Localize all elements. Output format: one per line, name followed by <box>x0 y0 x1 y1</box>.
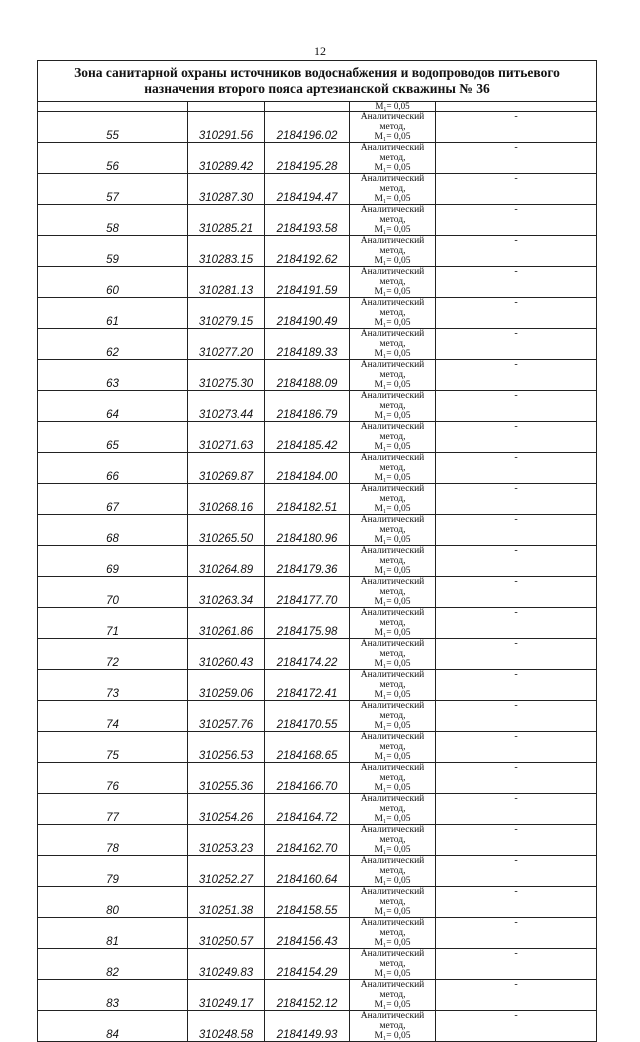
point-number: 55 <box>38 112 188 143</box>
method-name: Аналитический метод, <box>360 112 425 132</box>
method-name: Аналитический метод, <box>360 298 425 318</box>
point-number: 75 <box>38 732 188 763</box>
method-cell <box>350 763 436 794</box>
coord-x: 310281.13 <box>188 267 265 298</box>
coord-y: 2184186.79 <box>265 391 350 422</box>
method-cell <box>350 856 436 887</box>
method-accuracy: M₁= 0,05 <box>374 473 411 483</box>
coord-x: 310277.20 <box>188 329 265 360</box>
point-number: 64 <box>38 391 188 422</box>
coord-y: 2184158.55 <box>265 887 350 918</box>
error-mark: - <box>436 980 597 1011</box>
method-name: Аналитический метод, <box>360 608 425 628</box>
coord-y: 2184162.70 <box>265 825 350 856</box>
coord-y: 2184195.28 <box>265 143 350 174</box>
method-cell <box>350 577 436 608</box>
method-cell <box>350 143 436 174</box>
error-mark: - <box>436 298 597 329</box>
coord-y: 2184194.47 <box>265 174 350 205</box>
method-name: Аналитический метод, <box>360 329 425 349</box>
method-cell <box>350 174 436 205</box>
table-row <box>38 546 597 577</box>
coord-y: 2184168.65 <box>265 732 350 763</box>
point-number: 59 <box>38 236 188 267</box>
method-name: Аналитический метод, <box>360 887 425 907</box>
error-mark: - <box>436 732 597 763</box>
point-number: 79 <box>38 856 188 887</box>
page-number: 12 <box>314 44 326 58</box>
method-name: Аналитический метод, <box>360 577 425 597</box>
table-row <box>38 453 597 484</box>
method-accuracy: M₁= 0,05 <box>374 628 411 638</box>
coord-x: 310289.42 <box>188 143 265 174</box>
method-name: Аналитический метод, <box>360 484 425 504</box>
table-body <box>38 61 597 1042</box>
point-number: 60 <box>38 267 188 298</box>
coord-x: 310256.53 <box>188 732 265 763</box>
method-accuracy: M₁= 0,05 <box>374 225 411 235</box>
table-row <box>38 794 597 825</box>
coord-y: 2184180.96 <box>265 515 350 546</box>
coord-x: 310253.23 <box>188 825 265 856</box>
coord-y: 2184154.29 <box>265 949 350 980</box>
method-accuracy: M₁= 0,05 <box>374 1031 411 1041</box>
method-cell <box>350 1011 436 1042</box>
method-accuracy: M₁= 0,05 <box>374 442 411 452</box>
method-cell <box>350 639 436 670</box>
error-mark: - <box>436 639 597 670</box>
table-row <box>38 236 597 267</box>
method-accuracy: M₁= 0,05 <box>374 597 411 607</box>
method-name: Аналитический метод, <box>360 174 425 194</box>
error-mark: - <box>436 174 597 205</box>
point-number: 81 <box>38 918 188 949</box>
point-number: 66 <box>38 453 188 484</box>
coord-x: 310269.87 <box>188 453 265 484</box>
method-accuracy: M₁= 0,05 <box>374 132 411 142</box>
method-accuracy: M₁= 0,05 <box>374 845 411 855</box>
coord-y: 2184188.09 <box>265 360 350 391</box>
method-cell <box>350 112 436 143</box>
point-number: 71 <box>38 608 188 639</box>
method-cell <box>350 453 436 484</box>
table-row <box>38 391 597 422</box>
point-number: 69 <box>38 546 188 577</box>
coord-y: 2184152.12 <box>265 980 350 1011</box>
method-accuracy: M₁= 0,05 <box>374 535 411 545</box>
method-cell <box>350 205 436 236</box>
method-accuracy: M₁= 0,05 <box>374 752 411 762</box>
coord-x: 310285.21 <box>188 205 265 236</box>
method-accuracy: M₁= 0,05 <box>374 163 411 173</box>
coord-y: 2184149.93 <box>265 1011 350 1042</box>
point-number: 58 <box>38 205 188 236</box>
point-number: 77 <box>38 794 188 825</box>
table-row <box>38 143 597 174</box>
method-name: Аналитический метод, <box>360 639 425 659</box>
method-name: Аналитический метод, <box>360 949 425 969</box>
method-cell <box>350 949 436 980</box>
point-number: 73 <box>38 670 188 701</box>
point-number: 82 <box>38 949 188 980</box>
method-name: Аналитический метод, <box>360 515 425 535</box>
method-name: Аналитический метод, <box>360 1011 425 1031</box>
table-row <box>38 887 597 918</box>
method-cell <box>350 391 436 422</box>
method-cell <box>350 422 436 453</box>
method-cell <box>350 918 436 949</box>
coord-x: 310283.15 <box>188 236 265 267</box>
point-number: 56 <box>38 143 188 174</box>
coord-y: 2184177.70 <box>265 577 350 608</box>
table-row <box>38 918 597 949</box>
partial-row <box>38 102 597 112</box>
coord-x: 310287.30 <box>188 174 265 205</box>
method-cell <box>350 360 436 391</box>
method-accuracy: M₁= 0,05 <box>374 256 411 266</box>
method-cell <box>350 670 436 701</box>
method-name: Аналитический метод, <box>360 360 425 380</box>
partial-x-cell <box>188 102 265 112</box>
table-row <box>38 856 597 887</box>
error-mark: - <box>436 422 597 453</box>
method-accuracy: M₁= 0,05 <box>374 380 411 390</box>
error-mark: - <box>436 236 597 267</box>
coord-y: 2184191.59 <box>265 267 350 298</box>
table-row <box>38 515 597 546</box>
table-row <box>38 639 597 670</box>
table-row <box>38 298 597 329</box>
method-accuracy: M₁= 0,05 <box>374 783 411 793</box>
table-row <box>38 1011 597 1042</box>
method-name: Аналитический метод, <box>360 453 425 473</box>
point-number: 80 <box>38 887 188 918</box>
error-mark: - <box>436 949 597 980</box>
error-mark: - <box>436 143 597 174</box>
error-mark: - <box>436 608 597 639</box>
method-cell <box>350 732 436 763</box>
table-row <box>38 112 597 143</box>
method-name: Аналитический метод, <box>360 918 425 938</box>
error-mark: - <box>436 205 597 236</box>
point-number: 78 <box>38 825 188 856</box>
error-mark: - <box>436 515 597 546</box>
coordinates-table <box>37 60 597 1042</box>
coord-y: 2184166.70 <box>265 763 350 794</box>
method-accuracy: M₁= 0,05 <box>374 411 411 421</box>
method-name: Аналитический метод, <box>360 856 425 876</box>
method-name: Аналитический метод, <box>360 763 425 783</box>
coord-y: 2184189.33 <box>265 329 350 360</box>
method-accuracy: M₁= 0,05 <box>374 287 411 297</box>
method-cell <box>350 267 436 298</box>
coord-x: 310271.63 <box>188 422 265 453</box>
coord-y: 2184179.36 <box>265 546 350 577</box>
point-number: 67 <box>38 484 188 515</box>
method-accuracy: M₁= 0,05 <box>374 566 411 576</box>
table-row <box>38 577 597 608</box>
coord-y: 2184193.58 <box>265 205 350 236</box>
coord-y: 2184156.43 <box>265 918 350 949</box>
point-number: 72 <box>38 639 188 670</box>
coord-x: 310291.56 <box>188 112 265 143</box>
error-mark: - <box>436 360 597 391</box>
table-row <box>38 360 597 391</box>
coord-y: 2184175.98 <box>265 608 350 639</box>
method-cell <box>350 546 436 577</box>
method-accuracy: M₁= 0,05 <box>374 659 411 669</box>
coord-x: 310268.16 <box>188 484 265 515</box>
coord-x: 310254.26 <box>188 794 265 825</box>
table-row <box>38 949 597 980</box>
method-accuracy: M₁= 0,05 <box>374 690 411 700</box>
error-mark: - <box>436 701 597 732</box>
point-number: 63 <box>38 360 188 391</box>
method-accuracy: M₁= 0,05 <box>374 318 411 328</box>
partial-y-cell <box>265 102 350 112</box>
table-title: Зона санитарной охраны источников водоснабжения и водопроводов питьевого назначения второго пояса артезианской скважины № 36 <box>38 61 597 102</box>
method-name: Аналитический метод, <box>360 825 425 845</box>
method-name: Аналитический метод, <box>360 267 425 287</box>
error-mark: - <box>436 763 597 794</box>
table-row <box>38 825 597 856</box>
coord-y: 2184196.02 <box>265 112 350 143</box>
table-row <box>38 329 597 360</box>
point-number: 65 <box>38 422 188 453</box>
coord-y: 2184192.62 <box>265 236 350 267</box>
table-row <box>38 763 597 794</box>
method-accuracy: M₁= 0,05 <box>374 349 411 359</box>
method-cell <box>350 298 436 329</box>
point-number: 70 <box>38 577 188 608</box>
coord-y: 2184190.49 <box>265 298 350 329</box>
point-number: 68 <box>38 515 188 546</box>
method-name: Аналитический метод, <box>360 980 425 1000</box>
method-accuracy: M₁= 0,05 <box>374 721 411 731</box>
coord-x: 310248.58 <box>188 1011 265 1042</box>
error-mark: - <box>436 267 597 298</box>
error-mark: - <box>436 453 597 484</box>
method-name: Аналитический метод, <box>360 670 425 690</box>
coord-y: 2184164.72 <box>265 794 350 825</box>
coord-y: 2184185.42 <box>265 422 350 453</box>
coord-x: 310273.44 <box>188 391 265 422</box>
coord-x: 310255.36 <box>188 763 265 794</box>
method-cell <box>350 825 436 856</box>
coord-x: 310265.50 <box>188 515 265 546</box>
method-name: Аналитический метод, <box>360 546 425 566</box>
table-row <box>38 732 597 763</box>
error-mark: - <box>436 577 597 608</box>
coord-x: 310260.43 <box>188 639 265 670</box>
partial-method-cell: M₁= 0,05 <box>350 102 436 112</box>
coord-y: 2184172.41 <box>265 670 350 701</box>
point-number: 84 <box>38 1011 188 1042</box>
coord-x: 310279.15 <box>188 298 265 329</box>
partial-num-cell <box>38 102 188 112</box>
coord-y: 2184160.64 <box>265 856 350 887</box>
point-number: 76 <box>38 763 188 794</box>
point-number: 83 <box>38 980 188 1011</box>
coord-x: 310249.17 <box>188 980 265 1011</box>
error-mark: - <box>436 391 597 422</box>
coord-y: 2184184.00 <box>265 453 350 484</box>
title-row <box>38 61 597 102</box>
coord-x: 310259.06 <box>188 670 265 701</box>
method-name: Аналитический метод, <box>360 143 425 163</box>
method-cell <box>350 980 436 1011</box>
table-row <box>38 205 597 236</box>
method-name: Аналитический метод, <box>360 422 425 442</box>
error-mark: - <box>436 329 597 360</box>
error-mark: - <box>436 546 597 577</box>
point-number: 61 <box>38 298 188 329</box>
table-row <box>38 980 597 1011</box>
coord-x: 310251.38 <box>188 887 265 918</box>
method-name: Аналитический метод, <box>360 205 425 225</box>
method-name: Аналитический метод, <box>360 794 425 814</box>
method-cell <box>350 329 436 360</box>
coord-x: 310261.86 <box>188 608 265 639</box>
table-row <box>38 267 597 298</box>
error-mark: - <box>436 856 597 887</box>
point-number: 74 <box>38 701 188 732</box>
method-accuracy: M₁= 0,05 <box>374 194 411 204</box>
coord-x: 310250.57 <box>188 918 265 949</box>
method-cell <box>350 701 436 732</box>
error-mark: - <box>436 484 597 515</box>
partial-error-cell <box>436 102 597 112</box>
method-cell <box>350 515 436 546</box>
coord-x: 310275.30 <box>188 360 265 391</box>
error-mark: - <box>436 825 597 856</box>
method-cell <box>350 794 436 825</box>
error-mark: - <box>436 794 597 825</box>
method-cell <box>350 887 436 918</box>
coord-x: 310264.89 <box>188 546 265 577</box>
method-name: Аналитический метод, <box>360 732 425 752</box>
point-number: 57 <box>38 174 188 205</box>
method-accuracy: M₁= 0,05 <box>374 907 411 917</box>
table-row <box>38 608 597 639</box>
method-accuracy: M₁= 0,05 <box>374 1000 411 1010</box>
coord-y: 2184182.51 <box>265 484 350 515</box>
method-name: Аналитический метод, <box>360 391 425 411</box>
coord-x: 310249.83 <box>188 949 265 980</box>
error-mark: - <box>436 918 597 949</box>
method-accuracy: M₁= 0,05 <box>374 814 411 824</box>
table-row <box>38 701 597 732</box>
error-mark: - <box>436 1011 597 1042</box>
method-name: Аналитический метод, <box>360 236 425 256</box>
table-row <box>38 484 597 515</box>
table-row <box>38 670 597 701</box>
method-accuracy: M₁= 0,05 <box>374 938 411 948</box>
method-accuracy: M₁= 0,05 <box>374 969 411 979</box>
method-cell <box>350 484 436 515</box>
method-accuracy: M₁= 0,05 <box>374 876 411 886</box>
coord-y: 2184170.55 <box>265 701 350 732</box>
table-row <box>38 422 597 453</box>
method-accuracy: M₁= 0,05 <box>374 504 411 514</box>
error-mark: - <box>436 887 597 918</box>
coord-y: 2184174.22 <box>265 639 350 670</box>
coord-x: 310263.34 <box>188 577 265 608</box>
point-number: 62 <box>38 329 188 360</box>
table-row <box>38 174 597 205</box>
error-mark: - <box>436 670 597 701</box>
method-cell <box>350 236 436 267</box>
method-name: Аналитический метод, <box>360 701 425 721</box>
error-mark: - <box>436 112 597 143</box>
coord-x: 310257.76 <box>188 701 265 732</box>
coord-x: 310252.27 <box>188 856 265 887</box>
method-cell <box>350 608 436 639</box>
